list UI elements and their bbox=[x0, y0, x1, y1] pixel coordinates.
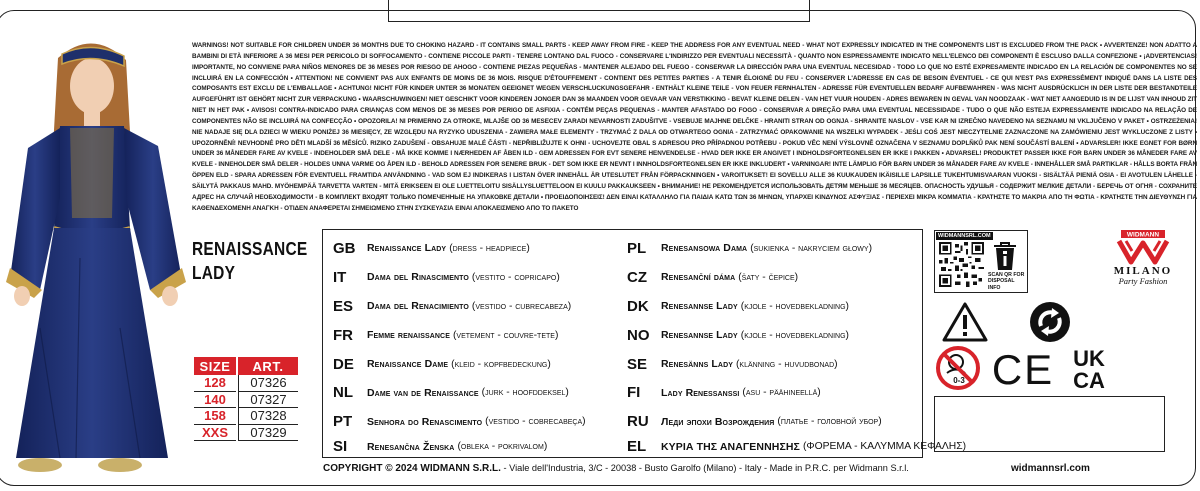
qr-disposal-panel bbox=[934, 230, 1028, 293]
website-link[interactable]: widmannsrl.com bbox=[1011, 463, 1090, 474]
translation-row bbox=[623, 321, 923, 350]
translation-row bbox=[623, 292, 923, 321]
ukca-line1: UK bbox=[1073, 346, 1105, 371]
recycle-icon bbox=[1028, 300, 1072, 344]
art-header: ART. bbox=[238, 357, 298, 375]
translation-row bbox=[323, 321, 623, 350]
product-name-translation: Renesanční dáma bbox=[661, 271, 736, 284]
contents-translation: (jurk - hoofddeksel) bbox=[481, 387, 569, 399]
language-code: SI bbox=[333, 438, 348, 456]
contents-translation: (kjole - hovedbekladning) bbox=[740, 329, 849, 341]
size-row bbox=[194, 392, 298, 409]
ce-mark-text: CE bbox=[991, 346, 1055, 393]
contents-translation: (obleka - pokrivalom) bbox=[457, 441, 548, 453]
language-code: NL bbox=[333, 384, 353, 402]
qr-caption-line2: DISPOSAL INFO bbox=[988, 278, 1015, 291]
contents-translation: (asu - päähineellä) bbox=[742, 387, 821, 399]
translation-row bbox=[623, 234, 923, 263]
brand-tagline: Party Fashion bbox=[1118, 276, 1168, 286]
top-tab-outline bbox=[388, 0, 810, 22]
age-label: 0-3 bbox=[953, 376, 965, 385]
language-code: DK bbox=[627, 297, 649, 315]
translation-row bbox=[323, 263, 623, 292]
contents-translation: (šaty - čepice) bbox=[738, 271, 799, 283]
product-name-translation: Renesančna Ženska bbox=[367, 440, 455, 453]
size-row bbox=[194, 375, 298, 392]
product-title bbox=[192, 237, 308, 285]
product-name-translation: Леди эпохи Возрождения bbox=[661, 415, 775, 428]
product-name-translation: Dama del Rinascimento bbox=[367, 271, 469, 284]
product-title-line2: LADY bbox=[192, 263, 236, 283]
product-name-translation: ΚΥΡΙΑ ΤΗΣ ΑΝΑΓΕΝΝΗΣΗΣ bbox=[661, 440, 800, 453]
size-value: 158 bbox=[194, 408, 236, 425]
product-name-translation: Renaissance Lady bbox=[367, 242, 447, 255]
language-code: GB bbox=[333, 239, 356, 257]
article-number: 07327 bbox=[238, 392, 298, 409]
contents-translation: (vetement - couvre-tete) bbox=[452, 329, 559, 341]
product-title-line1: RENAISSANCE bbox=[192, 239, 308, 259]
product-name-translation: Lady Renessanssi bbox=[661, 386, 740, 399]
article-number: 07326 bbox=[238, 375, 298, 392]
contents-translation: (vestido - cobrecabeça) bbox=[485, 416, 586, 428]
language-code: NO bbox=[627, 326, 650, 344]
recycling-bin-icon bbox=[990, 240, 1020, 272]
size-row bbox=[194, 425, 298, 442]
not-for-0-3-years-icon bbox=[935, 345, 981, 391]
translation-row bbox=[623, 436, 967, 457]
contents-translation: (vestido - cubrecabeza) bbox=[471, 300, 572, 312]
size-value: 140 bbox=[194, 392, 236, 409]
qr-caption bbox=[988, 272, 1028, 291]
language-code: SE bbox=[627, 355, 648, 373]
article-number: 07328 bbox=[238, 408, 298, 425]
contents-translation: (vestito - copricapo) bbox=[471, 271, 560, 283]
copyright-text: COPYRIGHT © 2024 WIDMANN S.R.L. bbox=[323, 463, 501, 474]
language-code: PT bbox=[333, 413, 353, 431]
language-code: IT bbox=[333, 268, 347, 286]
product-name-translation: Renesannse Lady bbox=[661, 300, 738, 313]
contents-translation: (kleid - kopfbedeckung) bbox=[451, 358, 551, 370]
language-code: FR bbox=[333, 326, 353, 344]
blank-label-area bbox=[934, 396, 1165, 452]
translation-row bbox=[323, 292, 623, 321]
qr-header: WIDMANNSRL.COM bbox=[938, 233, 991, 239]
company-address: - Viale dell'Industria, 3/C - 20038 - Busto Garolfo (Milano) - Italy - Made in P.R.C. per Widmann S.r.l. bbox=[500, 463, 909, 473]
brand-logo-text: WIDMANN bbox=[1126, 231, 1160, 239]
contents-translation: (sukienka - nakryciem głowy) bbox=[750, 242, 873, 254]
contents-translation: (dress - headpiece) bbox=[449, 242, 530, 254]
ukca-mark-icon bbox=[1060, 346, 1118, 393]
size-header: SIZE bbox=[194, 357, 236, 375]
contents-translation: (ΦΟΡΕΜΑ - ΚΑΛΥΜΜΑ ΚΕΦΑΛΗΣ) bbox=[802, 441, 967, 453]
product-name-translation: Dama del Renacimiento bbox=[367, 300, 469, 313]
product-name-translation: Dame van de Renaissance bbox=[367, 386, 479, 399]
language-code: DE bbox=[333, 355, 354, 373]
brand-logo bbox=[1108, 229, 1178, 295]
widmann-logo-icon bbox=[1113, 229, 1173, 263]
copyright-footer bbox=[323, 463, 909, 474]
translation-row bbox=[623, 263, 923, 292]
safety-warnings-text: WARNINGS! NOT SUITABLE FOR CHILDREN UNDER 36 MONTHS DUE TO CHOKING HAZARD - IT CONTAINS SMALL PARTS - KEEP AWAY FROM FIRE - KEEP THE ADDRESS FOR ANY EVENTUAL NEED - WHAT NOT EXPRESSLY INDICATED IN THE COMPONENTS LIST IS EXCLUDED FROM THE PACK • AVVERTENZE! NON ADATTO A BAMBINI DI ETÀ INFERIORE A 36 MESI PER PERICOLO DI SOFFOCAMENTO - CONTIENE PICCOLE PARTI - TENERE LONTANO DAL FUOCO - CONSERVARE L'INDIRIZZO PER EVENTUALI NECESSITÀ - QUANTO NON ESPRESSAMENTE INDICATO NELL'ELENCO DEI COMPONENTI È ESCLUSO DALLA CONFEZIONE • ¡ADVERTENCIAS! IMPORTANTE, NO CONVIENE PARA NIÑOS MENORES DE 36 MESES POR RIESGO DE AHOGO - CONTIENE PIEZAS PEQUEÑAS - MANTENER ALEJADO DEL FUEGO - CONSERVAR LA DIRECCIÓN PARA UNA EVENTUAL NECESIDAD - TODO LO QUE NO ESTÉ EXPRESAMENTE INDICADO EN LA RELACIÓN DE COMPONENTES NO SE INCLUIRÁ EN LA CONFECCIÓN • ATTENTION! NE CONVIENT PAS AUX ENFANTS DE MOINS DE 36 MOIS. RISQUE D'ÉTOUFFEMENT - CONTIENT DES PETITES PARTIES - A TENIR ÉLOIGNÉ DU FEU - CONSERVER L'ADRESSE EN CAS DE BESOIN ÉVENTUEL - CE QUI N'EST PAS EXPRESSÉMENT INDIQUÉ DANS LA LISTE DES COMPOSANTS EST EXCLU DE L'EMBALLAGE • ACHTUNG! NICHT FÜR KINDER UNTER 36 MONATEN GEEIGNET WEGEN VERSCHLUCKUNGSGEFAHR - ENTHÄLT KLEINE TEILE - VON FEUER FERNHALTEN - ADRESSE FÜR EVENTUELLEN BEDARF AUFBEWAHREN - WAS NICHT AUSDRÜCKLICH IN DER LISTE DER BESTANDTEILE AUFGEFÜHRT IST GEHÖRT NICHT ZUR VERPACKUNG • WAARSCHUWINGEN! NIET GESCHIKT VOOR KINDEREN JONGER DAN 36 MAANDEN VOOR GEVAAR VAN VERSTIKKING - BEVAT KLEINE DELEN - VAN HET VUUR HOUDEN - ADRES BEWAREN IN GEVAL VAN NOODZAAK - WAT NIET AANGEDUID IS IN DE LIJST VAN INHOUD ZIT NIET IN HET PAK • AVISOS! CONTRA-INDICADO PARA CRIANÇAS COM MENOS DE 36 MESES POR PERIGO DE ASFIXIA - CONTÉM PEÇAS PEQUENAS - MANTER AFASTADO DO FOGO - CONSERVAR A DIREÇÃO PARA UMA EVENTUAL NECESSIDADE - TUDO O QUE NÃO ESTEJA EXPRESSAMENTE INDICADO NA RELAÇÃO DE COMPONENTES NÃO SE INCLUIRÁ NA CONFECÇÃO • OPOZORILA! NI PRIMERNO ZA OTROKE, MLAJŠE OD 36 MESECEV ZARADI NEVARNOSTI ZADUŠITVE - VSEBUJE MAJHNE DELČKE - HRANITI STRAN OD OGNJA - SHRANITE NASLOV - VSE KAR NI IZREČNO NAVEDENO NA SEZNAMU NI VKLJUČENO V PAKET • OSTRZEŻENIA! NIE NADAJE SIĘ DLA DZIECI W WIEKU PONIŻEJ 36 MIESIĘCY, ZE WZGLĘDU NA RYZYKO UDUSZENIA - ZAWIERA MAŁE ELEMENTY - TRZYMAĆ Z DALA OD OTWARTEGO OGNIA - ZATRZYMAĆ OPAKOWANIE NA WSZELKI WYPADEK - JEŚLI COŚ JEST NIECZYTELNIE ZAZNACZONE NA ZAMÓWIENIU JEST WYKLUCZONE Z LISTY • UPOZORNĚNÍ! NEVHODNÉ PRO DĚTI MLADŠÍ 36 MĚSÍCŮ. RIZIKO ZADUŠENÍ - OBSAHUJE MALÉ ČÁSTI - NEPŘIBLIŽUJTE K OHNI - UCHOVEJTE OBAL S ADRESOU PRO PŘÍPADNOU POTŘEBU - POKUD VĚC NENÍ VÝSLOVNĚ OZNAČENA V SEZNAMU DOPLŇKŮ PAK NENÍ SOUČÁSTÍ BALENÍ • ADVARSLER! IKKE EGNET FOR BØRN UNDER 36 MÅNEDER FARE AV KVELE - INDEHOLDER SMÅ DELE - MÅ IKKE KOMME I NÆRHEDEN AF ÅBEN ILD - GEM ADRESSEN FOR EVT SENERE HENVENDELSE - HVAD DER IKKE ER ANGIVET I INDHOLDSFORTEGNELSEN ER IKKE I PAKKEN • ADVARSEL! PRODUKTET PASSER IKKE FOR BARN UNDER 36 MÅNEDER FARE AV KVELE - INNEHOLDER SMÅ DELER - HOLDES UNNA VARME OG ÅPEN ILD - BEHOLD ADRESSEN FOR SENERE BRUK - DET SOM IKKE ER NEVNT I INNHOLDSFORTEGNELSEN ER IKKE INKLUDERT • VARNINGAR! INTE LÄMPLIG FÖR BARN UNDER 36 MÅNADER FARE AV KVELE - INNEHÅLLER SMÅ PARTIKLAR - HÅLLS BORTA FRÅN ÖPPEN ELD - SPARA ADRESSEN FÖR EVENTUELL FRAMTIDA ANVÄNDNING - VAD SOM EJ INDIKERAS I LISTAN ÖVER INNEHÅLL ÄR UTESLUTET FRÅN FÖRPACKNINGEN • VAROITUKSET! EI SOVELLU ALLE 36 KUUKAUDEN IKÄISILLE LAPSILLE TUKEHTUMISVAARAN VUOKSI - SISÄLTÄÄ PIENIÄ OSIA - EI AVOTULEN LÄHELLE - SÄILYTÄ PAKKAUS MAHD. MYÖHEMPÄÄ TARVETTA VARTEN - MITÄ ERIKSEEN EI OLE LUETTELOITU SISÄLLYSLUETTELOON EI KUULU PAKKAUKSEEN • ВНИМАНИЕ! НЕ РЕКОМЕНДУЕТСЯ ИСПОЛЬЗОВАТЬ ДЕТЯМ МЕНЬШЕ 36 МЕСЯЦЕВ. ОПАСНОСТЬ УДУШЬЯ - СОДЕРЖИТ МЕЛКИЕ ДЕТАЛИ - БЕРЕЧЬ ОТ ОГНЯ - СОХРАНИТЕ АДРЕС НА СЛУЧАЙ НЕОБХОДИМОСТИ - В КОМПЛЕКТ ВХОДЯТ ТОЛЬКО ПОМЕЧЕННЫЕ НА УПАКОВКЕ ДЕТАЛИ • ΠΡΟΕΙΔΟΠΟΙΗΣΕΙΣ! ΔΕΝ ΕΙΝΑΙ ΚΑΤΑΛΛΗΛΟ ΓΙΑ ΠΑΙΔΙΑ ΚΑΤΩ ΤΩΝ 36 ΜΗΝΩΝ, ΥΠΑΡΧΕΙ ΚΙΝΔΥΝΟΣ ΑΣΦΥΞΙΑΣ - ΠΕΡΙΕΧΕΙ ΜΙΚΡΑ ΚΟΜΜΑΤΙΑ - ΚΡΑΤΗΣΤΕ ΤΟ ΜΑΚΡΙΑ ΑΠΟ ΤΗ ΦΩΤΙΑ - ΚΡΑΤΗΣΤΕ ΤΗΝ ΔΙΕΥΘΥΝΣΗ ΓΙΑ ΚΑΘΕΝΔΕΧΟΜΕΝΗ ΑΝΑΓΚΗ - ΟΤΙΔΕΝ ΑΝΑΦΕΡΕΤΑΙ ΣΗΜΕΙΩΜΕΝΟ ΣΤΗΝ ΣΥΣΚΕΥΑΣΙΑ ΕΙΝΑΙ ΑΠΟΚΛΕΙΣΜΕΝΟ ΑΠΟ ΤΟ ΠΑΚΕΤΟ bbox=[192, 42, 1197, 212]
translation-row bbox=[623, 407, 923, 436]
article-number: 07329 bbox=[238, 425, 298, 442]
translation-row bbox=[323, 378, 623, 407]
size-value: 128 bbox=[194, 375, 236, 392]
language-code: CZ bbox=[627, 268, 647, 286]
product-name-translation: Renesannse Lady bbox=[661, 329, 738, 342]
translation-row bbox=[323, 350, 623, 379]
ce-mark-icon bbox=[988, 346, 1058, 393]
language-code: EL bbox=[627, 438, 647, 456]
translation-row bbox=[323, 407, 623, 436]
size-row bbox=[194, 408, 298, 425]
translation-row bbox=[623, 350, 923, 379]
warning-triangle-icon bbox=[941, 301, 989, 343]
brand-city: MILANO bbox=[1113, 265, 1173, 277]
product-name-translation: Femme renaissance bbox=[367, 329, 450, 342]
translation-row bbox=[323, 436, 623, 457]
qr-caption-line1: SCAN QR FOR bbox=[988, 272, 1025, 278]
size-value: XXS bbox=[194, 425, 236, 442]
translation-row bbox=[323, 234, 623, 263]
contents-translation: (klänning - huvudbonad) bbox=[736, 358, 838, 370]
qr-code-icon[interactable] bbox=[939, 242, 984, 287]
contents-translation: (платье - головной убор) bbox=[777, 416, 882, 428]
language-code: RU bbox=[627, 413, 649, 431]
size-table bbox=[192, 357, 300, 441]
product-name-translation: Renaissance Dame bbox=[367, 358, 449, 370]
product-name-translation: Senhora do Renascimento bbox=[367, 415, 483, 428]
ukca-line2: CA bbox=[1073, 368, 1105, 393]
language-code: FI bbox=[627, 384, 641, 402]
language-code: PL bbox=[627, 239, 647, 257]
product-name-translation: Renesänns Lady bbox=[661, 358, 733, 370]
costume-model-image bbox=[0, 28, 190, 483]
language-code: ES bbox=[333, 297, 354, 315]
product-name-translation: Renesansowa Dama bbox=[661, 242, 748, 255]
contents-translation: (kjole - hovedbekladning) bbox=[740, 300, 849, 312]
translation-row bbox=[623, 378, 923, 407]
